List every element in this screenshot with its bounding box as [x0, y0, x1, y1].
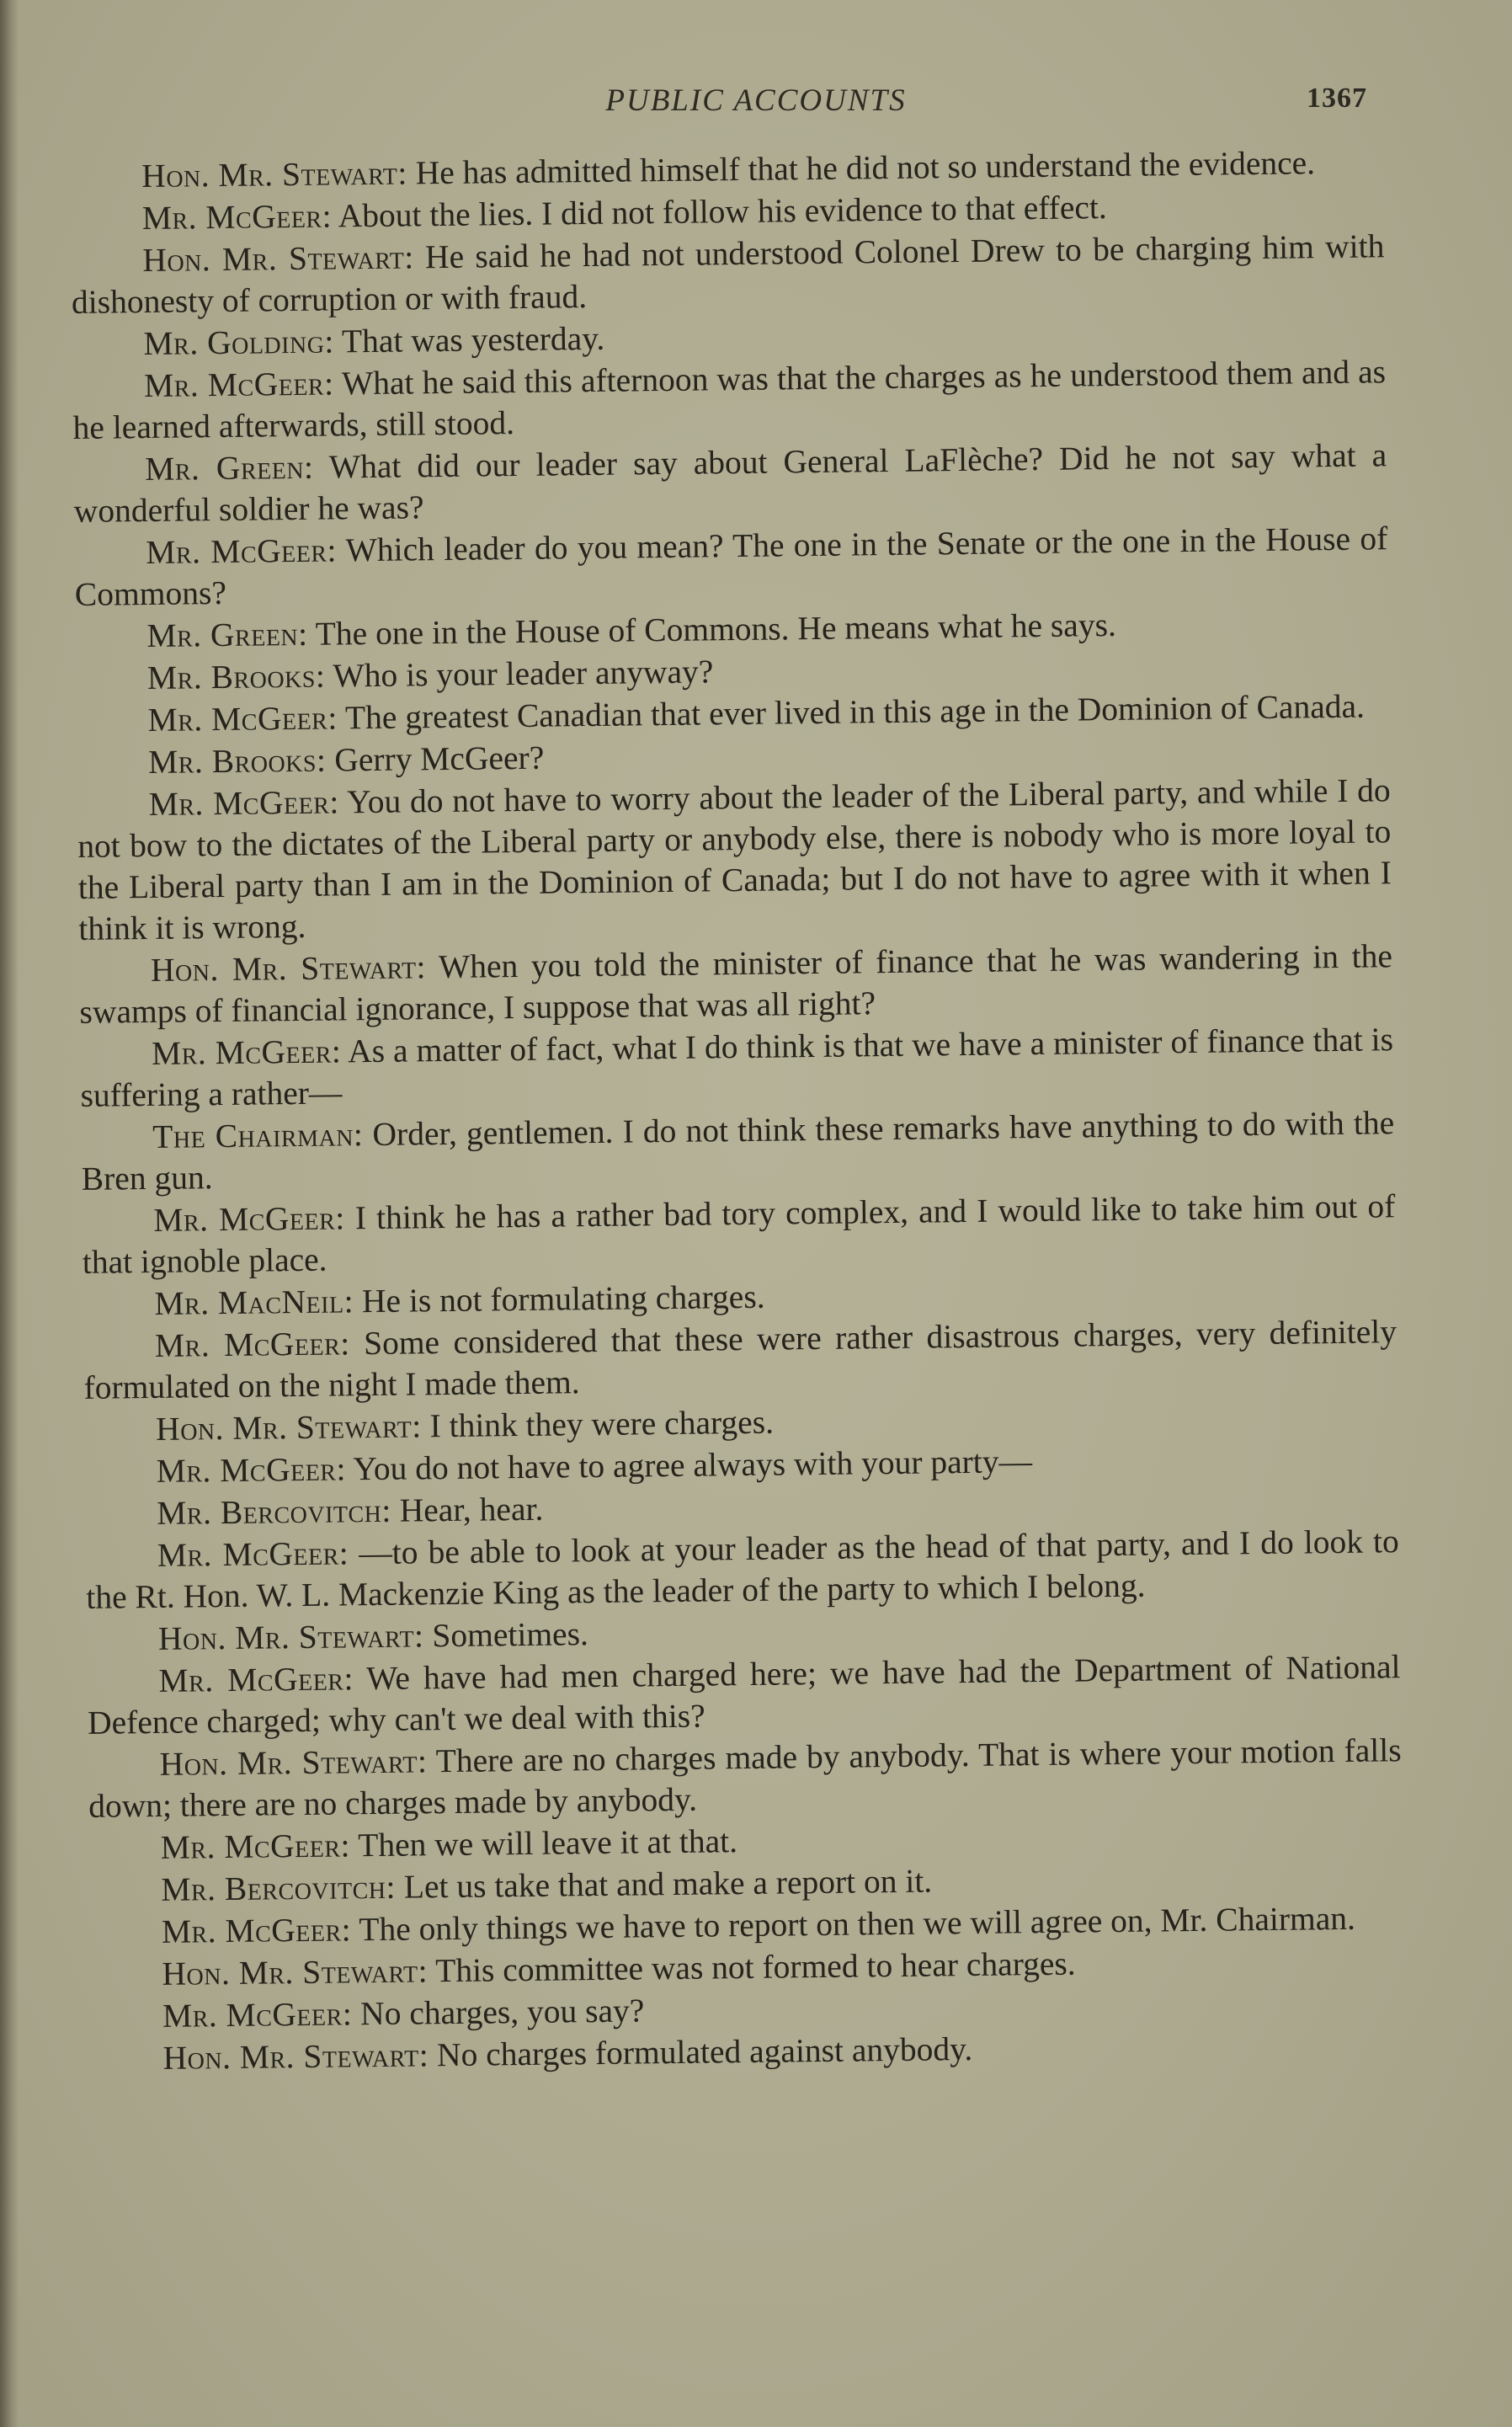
transcript-paragraph	[71, 226, 1385, 323]
transcript-paragraph	[87, 1646, 1401, 1744]
speech-text: He has admitted himself that he did not so understand the evidence.	[407, 144, 1316, 192]
speech-text: Sometimes.	[423, 1615, 589, 1655]
speaker-name: Hon. Mr. Stewart:	[159, 1742, 428, 1783]
speech-text: He is not formulating charges.	[353, 1278, 765, 1320]
speech-text: You do not have to agree always with your party—	[345, 1443, 1033, 1488]
speaker-name: Mr. McGeer:	[160, 1827, 351, 1866]
transcript-paragraph	[86, 1521, 1400, 1619]
speaker-name: Hon. Mr. Stewart:	[157, 1617, 424, 1657]
transcript-paragraph	[80, 1019, 1394, 1117]
speech-text: I think he has a rather bad tory complex, and I would like to take him out of that ignoble place.	[82, 1187, 1396, 1281]
book-gutter	[0, 0, 19, 2427]
speaker-name: Hon. Mr. Stewart:	[162, 2036, 429, 2077]
speaker-name: Mr. McGeer:	[146, 531, 338, 572]
speech-text: As a matter of fact, what I do think is that we have a minister of finance that is suffering a rather—	[80, 1021, 1394, 1114]
speech-text: I think they were charges.	[421, 1403, 775, 1445]
speaker-name: Mr. McGeer:	[151, 1032, 342, 1072]
speaker-name: Mr. Golding:	[143, 323, 335, 363]
speaker-name: Hon. Mr. Stewart:	[155, 1407, 422, 1448]
speaker-name: Mr. Brooks:	[147, 741, 327, 781]
speech-text: The only things we have to report on then we will agree on, Mr. Chairman.	[350, 1899, 1356, 1949]
speech-text: You do not have to worry about the leader of the Liberal party, and while I do not bow to the dictates of the Liberal party or anybody else, there is nobody who is more loyal to the Liberal party than I am in the Dominion of Canada; but I do not have to agree with it when I think it is wrong.	[77, 771, 1392, 947]
speech-text: Hear, hear.	[391, 1490, 544, 1529]
transcript-paragraph	[81, 1102, 1395, 1200]
speech-text: What he said this afternoon was that the charges as he understood them and as he learned afterwards, still stood.	[72, 353, 1387, 446]
speech-text: Order, gentlemen. I do not think these remarks have anything to do with the Bren gun.	[81, 1104, 1395, 1197]
speaker-name: Hon. Mr. Stewart:	[142, 238, 415, 280]
speaker-name: Hon. Mr. Stewart:	[150, 948, 427, 989]
speaker-name: Mr. McGeer:	[158, 1660, 354, 1699]
speaker-name: Hon. Mr. Stewart:	[162, 1952, 429, 1992]
speech-text: Who is your leader anyway?	[325, 653, 714, 695]
transcript-paragraph	[74, 518, 1388, 616]
speech-text: We have had men charged here; we have had the Department of National Defence charged; why can't we deal with this?	[87, 1648, 1401, 1742]
speaker-name: Mr. MacNeil:	[154, 1283, 354, 1322]
speech-text: When you told the minister of finance that he was wandering in the swamps of financial ignorance, I suppose that was all right?	[79, 937, 1393, 1031]
speaker-name: The Chairman:	[152, 1116, 364, 1155]
speech-text: This committee was not formed to hear charges.	[427, 1944, 1076, 1990]
speech-text: Which leader do you mean? The one in the Senate or the one in the House of Commons?	[74, 520, 1388, 613]
transcript-paragraph	[88, 1730, 1402, 1827]
transcript-paragraph	[82, 1186, 1396, 1283]
speech-text: The one in the House of Commons. He means what he says.	[307, 605, 1117, 653]
speaker-name: Hon. Mr. Stewart:	[141, 154, 408, 195]
speech-text: What did our leader say about General LaFlèche? Did he not say what a wonderful soldier he was?	[73, 436, 1387, 530]
speech-text: There are no charges made by anybody. That is where your motion falls down; there are no charges made by anybody.	[88, 1731, 1402, 1825]
speech-text: That was yesterday.	[333, 319, 605, 360]
running-title: PUBLIC ACCOUNTS	[605, 83, 907, 118]
speech-text: Some considered that these were rather disastrous charges, very definitely formulated on the night I made them.	[83, 1313, 1398, 1406]
speaker-name: Mr. McGeer:	[161, 1911, 352, 1950]
speech-text: Let us take that and make a report on it.	[395, 1862, 933, 1906]
speaker-name: Mr. McGeer:	[148, 783, 340, 823]
transcript-paragraph	[79, 936, 1393, 1033]
speaker-name: Mr. Brooks:	[146, 657, 326, 696]
speaker-name: Mr. Bercovitch:	[157, 1491, 392, 1532]
speech-text: No charges formulated against anybody.	[428, 2030, 973, 2074]
speech-text: Gerry McGeer?	[326, 739, 545, 779]
speaker-name: Mr. McGeer:	[153, 1199, 346, 1239]
speaker-name: Mr. Bercovitch:	[161, 1868, 397, 1908]
speech-text: The greatest Canadian that ever lived in this age in the Dominion of Canada.	[337, 687, 1366, 737]
speech-text: —to be able to look at your leader as the head of that party, and I do look to the Rt. Hon. W. L. Mackenzie King as the leader of the party to which I belong.	[86, 1523, 1400, 1616]
transcript-paragraph	[73, 435, 1387, 532]
speaker-name: Mr. McGeer:	[157, 1534, 349, 1574]
page-number: 1367	[1307, 83, 1367, 114]
speaker-name: Mr. McGeer:	[156, 1450, 347, 1490]
speaker-name: Mr. McGeer:	[154, 1325, 350, 1364]
speaker-name: Mr. McGeer:	[147, 699, 338, 739]
page-header	[0, 83, 1512, 133]
speaker-name: Mr. Green:	[146, 615, 308, 654]
transcript-paragraph	[83, 1311, 1398, 1409]
transcript-paragraph	[72, 351, 1387, 449]
speech-text: He said he had not understood Colonel Drew to be charging him with dishonesty of corruption or with fraud.	[71, 227, 1385, 321]
speaker-name: Mr. McGeer:	[141, 197, 333, 237]
transcript-body	[70, 141, 1405, 2081]
speaker-name: Mr. Green:	[144, 448, 314, 488]
speaker-name: Mr. McGeer:	[143, 365, 334, 405]
speech-text: Then we will leave it at that.	[349, 1822, 738, 1864]
speech-text: No charges, you say?	[352, 1992, 645, 2033]
speech-text: About the lies. I did not follow his evidence to that effect.	[331, 189, 1107, 235]
transcript-paragraph	[77, 770, 1392, 950]
speaker-name: Mr. McGeer:	[162, 1995, 353, 2035]
